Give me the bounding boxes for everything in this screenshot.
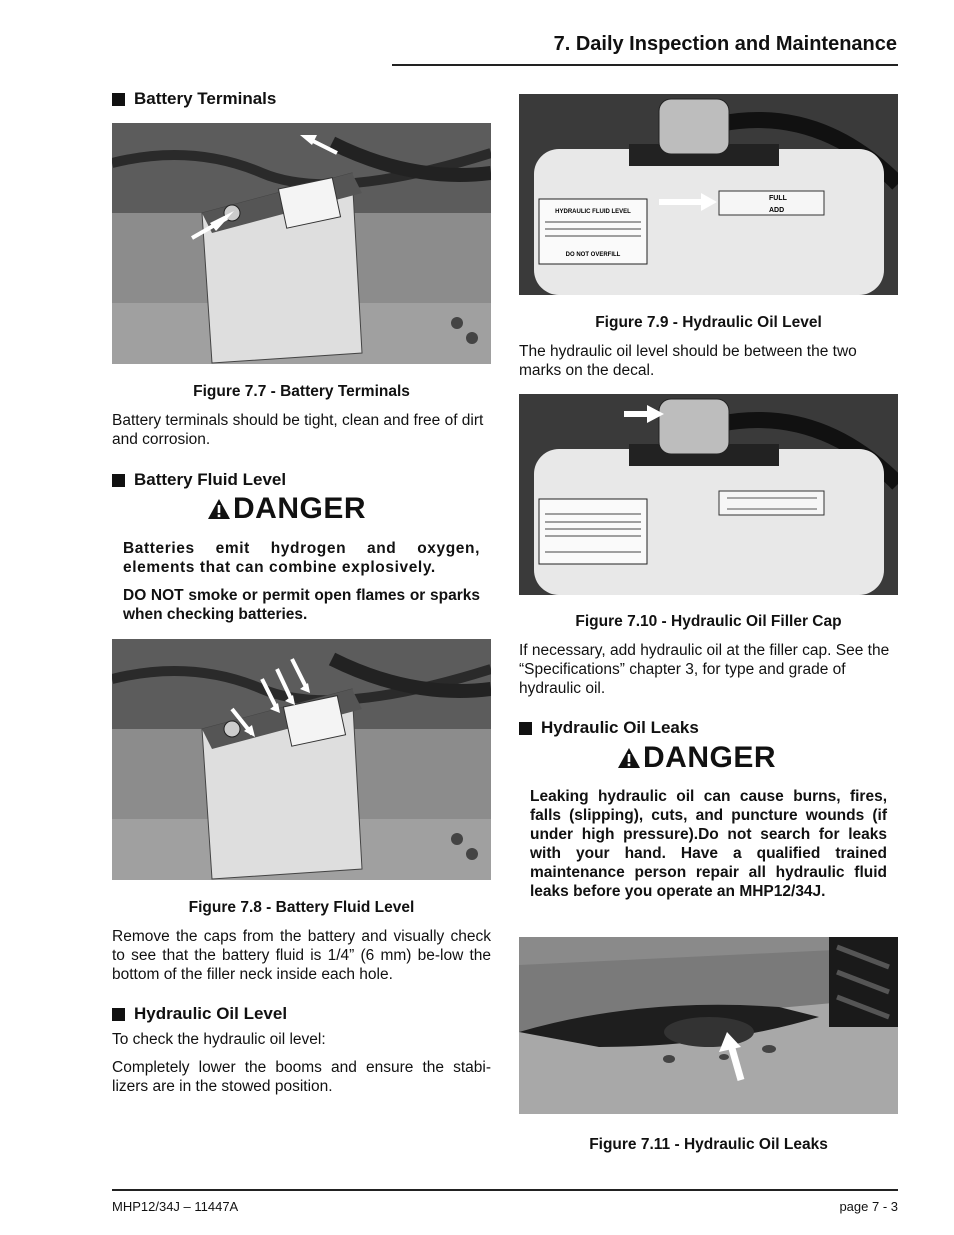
photo-hydraulic-oil-level: [519, 94, 898, 295]
heading-text: Battery Terminals: [134, 89, 277, 108]
page-header-title: 7. Daily Inspection and Maintenance: [553, 33, 897, 55]
heading-text: Battery Fluid Level: [134, 470, 287, 489]
bullet-square-icon: [112, 93, 125, 106]
danger-text: DO NOT smoke or permit open flames or sparks when checking batteries.: [123, 587, 480, 623]
warning-triangle-icon: [617, 747, 641, 769]
bullet-square-icon: [112, 1008, 125, 1021]
bullet-square-icon: [112, 474, 125, 487]
figure-caption: Figure 7.9 - Hydraulic Oil Level: [595, 314, 822, 331]
header-rule: [392, 64, 898, 66]
figure-caption: Figure 7.7 - Battery Terminals: [193, 383, 410, 400]
section-heading-battery-fluid: [112, 470, 286, 490]
danger-text: Batteries emit hydrogen and oxygen, elements that can combine explosively.: [123, 540, 480, 576]
section-heading-battery-terminals: [112, 89, 276, 109]
photo-battery-terminals: [112, 123, 491, 364]
paragraph: Completely lower the booms and ensure the stabi-lizers are in the stowed position.: [112, 1059, 491, 1095]
paragraph: To check the hydraulic oil level:: [112, 1031, 326, 1048]
danger-word: DANGER: [643, 741, 777, 774]
danger-text: Leaking hydraulic oil can cause burns, fires, falls (slipping), cuts, and puncture wounds (if under high pressure).Do not search for leaks with your hand. Have a qualified trained maintenance person repair all hydraulic fluid leaks before you operate an MHP12/34J.: [530, 788, 887, 900]
footer-page-number: page 7 - 3: [839, 1199, 898, 1214]
photo-hydraulic-oil-filler-cap: [519, 394, 898, 595]
danger-label: [617, 741, 776, 775]
section-heading-hydraulic-oil-level: [112, 1004, 287, 1024]
danger-label: [207, 492, 366, 526]
figure-caption: Figure 7.11 - Hydraulic Oil Leaks: [589, 1136, 828, 1153]
decal-full: FULL: [769, 195, 787, 202]
photo-battery-fluid-level: [112, 639, 491, 880]
danger-word: DANGER: [233, 492, 367, 525]
section-heading-hydraulic-oil-leaks: [519, 718, 699, 738]
paragraph: The hydraulic oil level should be between the two marks on the decal.: [519, 343, 857, 379]
footer-document-id: MHP12/34J – 11447A: [112, 1199, 239, 1214]
paragraph: If necessary, add hydraulic oil at the filler cap. See the “Specifications” chapter 3, for type and grade of hydraulic oil.: [519, 642, 890, 697]
figure-caption: Figure 7.10 - Hydraulic Oil Filler Cap: [575, 613, 842, 630]
footer-rule: [112, 1189, 898, 1191]
heading-text: Hydraulic Oil Level: [134, 1004, 288, 1023]
paragraph: Remove the caps from the battery and visually check to see that the battery fluid is 1/4” (6 mm) be-low the bottom of the filler neck inside each hole.: [112, 928, 491, 983]
decal-overfill: DO NOT OVERFILL: [565, 252, 621, 258]
heading-text: Hydraulic Oil Leaks: [541, 718, 699, 737]
paragraph: Battery terminals should be tight, clean and free of dirt and corrosion.: [112, 412, 484, 448]
warning-triangle-icon: [207, 498, 231, 520]
decal-add: ADD: [769, 207, 785, 214]
photo-hydraulic-oil-leaks: [519, 937, 898, 1114]
bullet-square-icon: [519, 722, 532, 735]
figure-caption: Figure 7.8 - Battery Fluid Level: [188, 899, 415, 916]
decal-title: HYDRAULIC FLUID LEVEL: [555, 209, 631, 215]
